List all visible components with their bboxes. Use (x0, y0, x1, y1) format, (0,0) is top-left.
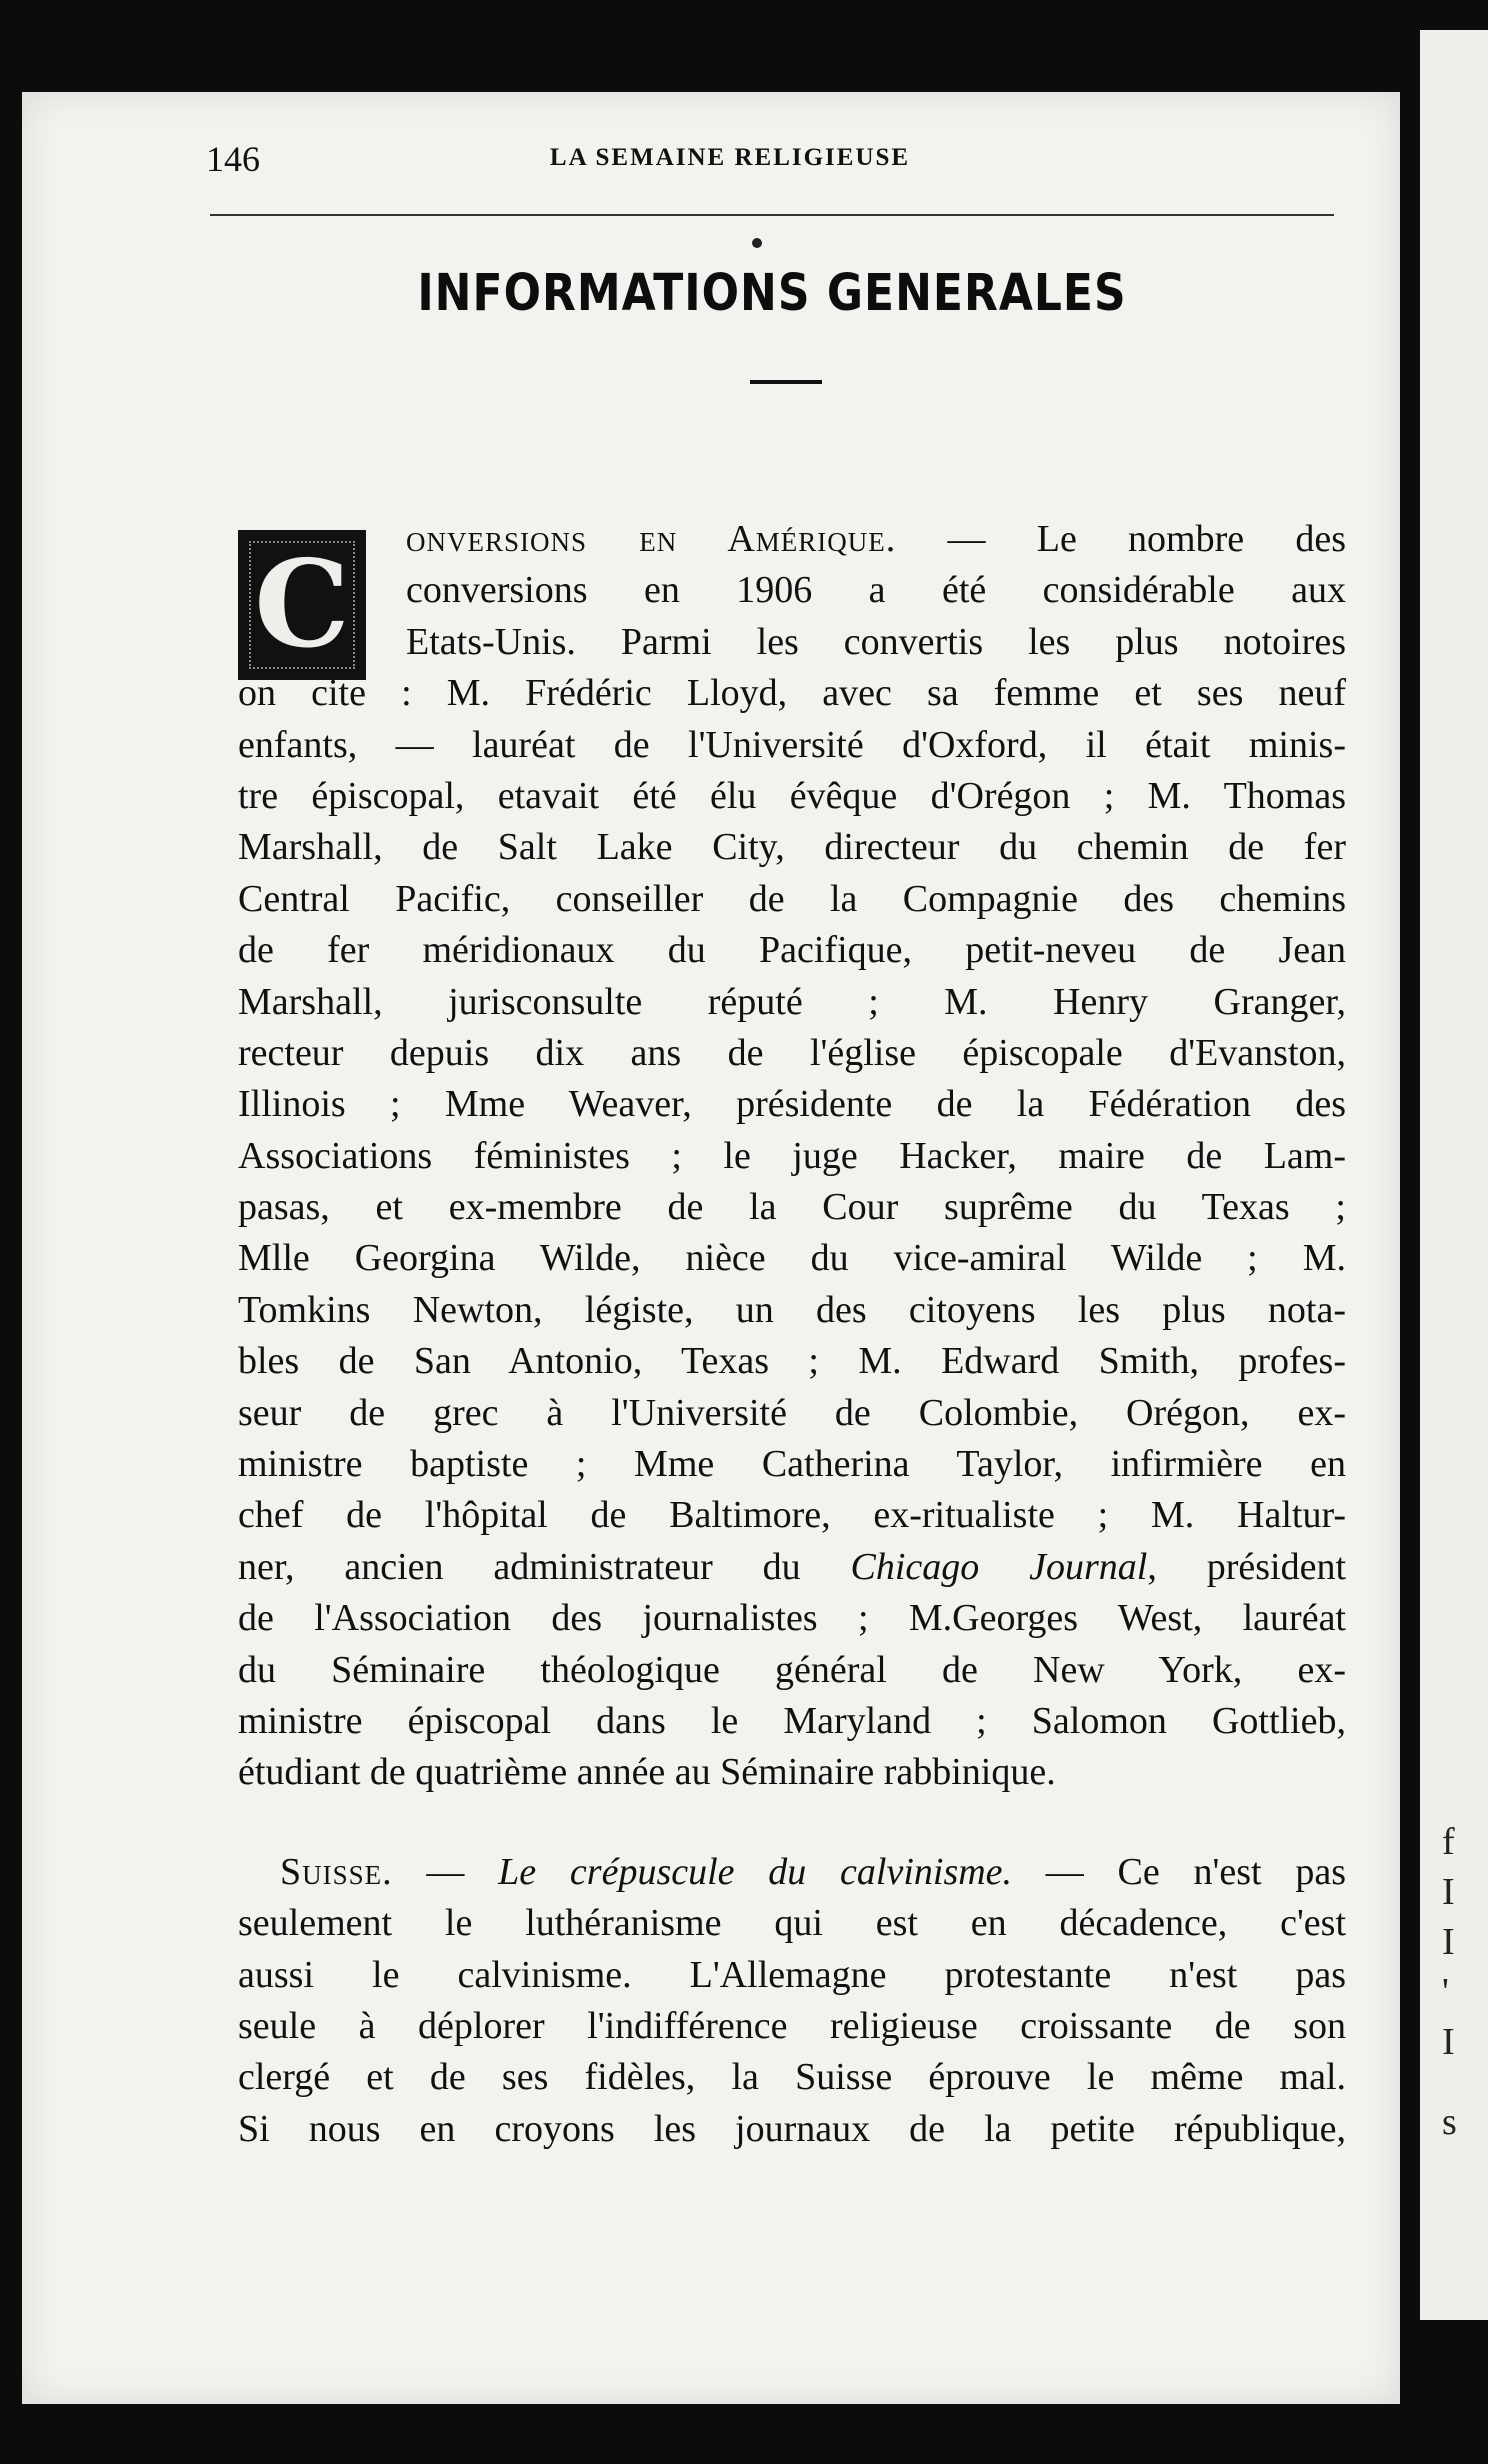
header-rule (210, 214, 1334, 216)
text-line: du Séminaire théologique général de New York, ex- (238, 1648, 1346, 1691)
text-line: bles de San Antonio, Texas ; M. Edward Smith, profes- (238, 1340, 1346, 1383)
text-line: onversions en Amérique. — Le nombre des (406, 518, 1346, 560)
ornament-dot (752, 238, 762, 248)
text-line: aussi le calvinisme. L'Allemagne protestante n'est pas (238, 1953, 1346, 1996)
text-line: de l'Association des journalistes ; M.Georges West, lauréat (238, 1597, 1346, 1640)
section-heading: INFORMATIONS GENERALES (417, 264, 1127, 323)
text-line: de fer méridionaux du Pacifique, petit-neveu de Jean (238, 929, 1346, 972)
text-line: Tomkins Newton, légiste, un des citoyens les plus nota- (238, 1288, 1346, 1331)
text-line: seur de grec à l'Université de Colombie, Orégon, ex- (238, 1391, 1346, 1434)
heading-rule (750, 380, 822, 384)
text-line: Illinois ; Mme Weaver, présidente de la Fédération des (238, 1083, 1346, 1126)
text-line: recteur depuis dix ans de l'église épiscopale d'Evanston, (238, 1031, 1346, 1074)
text-line: ner, ancien administrateur du Chicago Journal, président (238, 1545, 1346, 1588)
text-line: chef de l'hôpital de Baltimore, ex-ritualiste ; M. Haltur- (238, 1494, 1346, 1537)
text-line: Suisse. — Le crépuscule du calvinisme. — Ce n'est pas (280, 1850, 1346, 1893)
page-number: 146 (206, 139, 260, 179)
text-line: Etats-Unis. Parmi les convertis les plus notoires (406, 620, 1346, 663)
text-line: ministre épiscopal dans le Maryland ; Salomon Gottlieb, (238, 1699, 1346, 1742)
text-line: seule à déplorer l'indifférence religieuse croissante de son (238, 2004, 1346, 2047)
text-line: Marshall, jurisconsulte réputé ; M. Henry Granger, (238, 980, 1346, 1023)
drop-cap-letter: C (254, 534, 350, 675)
text-line: pasas, et ex-membre de la Cour suprême du Texas ; (238, 1186, 1346, 1229)
adjacent-fragment: I (1442, 1871, 1455, 1913)
article-title: Suisse. (280, 1850, 393, 1893)
text-line: Mlle Georgina Wilde, nièce du vice-amiral Wilde ; M. (238, 1237, 1346, 1280)
journal-title: Chicago Journal (850, 1545, 1148, 1588)
adjacent-page-edge (1420, 30, 1488, 2320)
adjacent-fragment: s (1442, 2101, 1457, 2143)
adjacent-fragment: I (1442, 1921, 1455, 1963)
text-line: Si nous en croyons les journaux de la petite république, (238, 2107, 1346, 2150)
adjacent-fragment: ' (1442, 1971, 1449, 2013)
text-line: seulement le luthéranisme qui est en décadence, c'est (238, 1902, 1346, 1945)
text-line: on cite : M. Frédéric Lloyd, avec sa femme et ses neuf (238, 672, 1346, 715)
text-line: clergé et de ses fidèles, la Suisse éprouve le même mal. (238, 2056, 1346, 2099)
article-subtitle: Le crépuscule du calvinisme. (498, 1850, 1013, 1893)
page-header (206, 138, 1334, 198)
article-body (238, 514, 1346, 2155)
running-title: LA SEMAINE RELIGIEUSE (549, 144, 911, 171)
text-line: ministre baptiste ; Mme Catherina Taylor, infirmière en (238, 1443, 1346, 1486)
text-line: enfants, — lauréat de l'Université d'Oxford, il était minis- (238, 723, 1346, 766)
text-line: conversions en 1906 a été considérable aux (406, 569, 1346, 612)
text-line: Central Pacific, conseiller de la Compagnie des chemins (238, 877, 1346, 920)
text-line: tre épiscopal, etavait été élu évêque d'Orégon ; M. Thomas (238, 774, 1346, 817)
text-line: étudiant de quatrième année au Séminaire rabbinique. (238, 1751, 1056, 1794)
text-line: Associations féministes ; le juge Hacker, maire de Lam- (238, 1134, 1346, 1177)
text-line: Marshall, de Salt Lake City, directeur du chemin de fer (238, 826, 1346, 869)
adjacent-fragment: I (1442, 2021, 1455, 2063)
article-title: onversions en Amérique. (406, 518, 897, 560)
adjacent-fragment: f (1442, 1821, 1455, 1863)
